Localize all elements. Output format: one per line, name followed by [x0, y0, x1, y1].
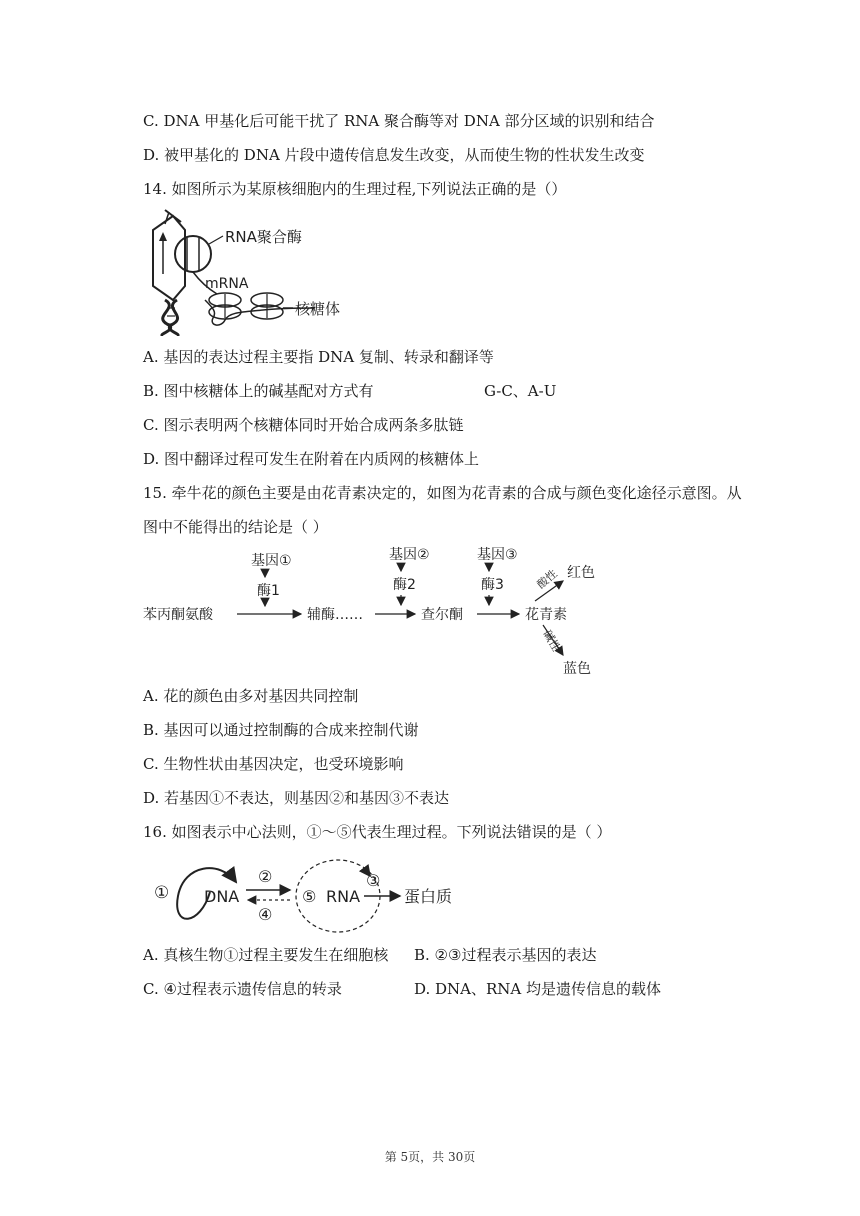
rna-polymerase-label: RNA聚合酶: [225, 228, 302, 246]
chalcone-label: 查尔酮: [421, 607, 463, 623]
q15-option-c: C. 生物性状由基因决定，也受环境影响: [143, 755, 404, 773]
n5-label: ⑤: [302, 887, 317, 906]
q15-stem-line1: 15. 牵牛花的颜色主要是由花青素决定的，如图为花青素的合成与颜色变化途径示意图。从: [143, 484, 742, 502]
q15-option-d: D. 若基因①不表达，则基因②和基因③不表达: [143, 789, 450, 807]
anthocyanin-label: 花青素: [525, 607, 567, 623]
phenylalanine-label: 苯丙酮氨酸: [143, 607, 213, 623]
dna-label: DNA: [204, 887, 240, 906]
mrna-label: mRNA: [205, 276, 249, 292]
dna-template-frame: [153, 216, 185, 300]
q14-option-c: C. 图示表明两个核糖体同时开始合成两条多肽链: [143, 416, 464, 434]
n2-label: ②: [258, 867, 273, 886]
q13-option-c: C. DNA 甲基化后可能干扰了 RNA 聚合酶等对 DNA 部分区域的识别和结合: [143, 112, 655, 130]
q15-option-a: A. 花的颜色由多对基因共同控制: [143, 687, 359, 705]
q15-option-b: B. 基因可以通过控制酶的合成来控制代谢: [143, 721, 419, 739]
gene3-label: 基因③: [477, 547, 518, 563]
q13-option-d: D. 被甲基化的 DNA 片段中遗传信息发生改变，从而使生物的性状发生改变: [143, 146, 645, 164]
q16-option-a: A. 真核生物①过程主要发生在细胞核: [143, 946, 389, 964]
n4-label: ④: [258, 905, 273, 924]
q14-option-b-pairs: G-C、A-U: [484, 382, 557, 400]
red-label: 红色: [567, 565, 595, 581]
rna-label: RNA: [326, 887, 361, 906]
enzyme1-label: 酶1: [257, 583, 280, 599]
ribosome-label: 核糖体: [295, 300, 341, 318]
q16-option-d: D. DNA、RNA 均是遗传信息的载体: [414, 980, 662, 998]
q14-stem: 14. 如图所示为某原核细胞内的生理过程,下列说法正确的是（）: [143, 180, 567, 198]
q16-option-c: C. ④过程表示遗传信息的转录: [143, 980, 342, 998]
q16-option-b: B. ②③过程表示基因的表达: [414, 946, 597, 964]
q16-stem: 16. 如图表示中心法则，①～⑤代表生理过程。下列说法错误的是（ ）: [143, 823, 612, 841]
q14-figure: [143, 208, 373, 336]
gene2-label: 基因②: [389, 547, 430, 563]
page-footer: 第 5页，共 30页: [384, 1150, 476, 1164]
rna-polymerase-shape: [175, 236, 211, 272]
n3-label: ③: [366, 871, 381, 890]
enzyme2-label: 酶2: [393, 577, 416, 593]
q16-central-dogma-figure: [150, 852, 480, 934]
q14-option-b: B. 图中核糖体上的碱基配对方式有: [143, 382, 374, 400]
coenzyme-label: 辅酶……: [307, 607, 363, 623]
q14-option-d: D. 图中翻译过程可发生在附着在内质网的核糖体上: [143, 450, 480, 468]
gene1-label: 基因①: [251, 553, 292, 569]
q14-option-a: A. 基因的表达过程主要指 DNA 复制、转录和翻译等: [143, 348, 494, 366]
enzyme3-label: 酶3: [481, 577, 504, 593]
q15-stem-line2: 图中不能得出的结论是（ ）: [143, 518, 328, 536]
q15-pathway-figure: [143, 543, 623, 679]
n1-label: ①: [154, 883, 170, 903]
blue-label: 蓝色: [563, 661, 591, 677]
alkaline-label: 碱性: [540, 628, 563, 654]
protein-label: 蛋白质: [404, 887, 453, 906]
acidic-label: 酸性: [534, 567, 560, 592]
